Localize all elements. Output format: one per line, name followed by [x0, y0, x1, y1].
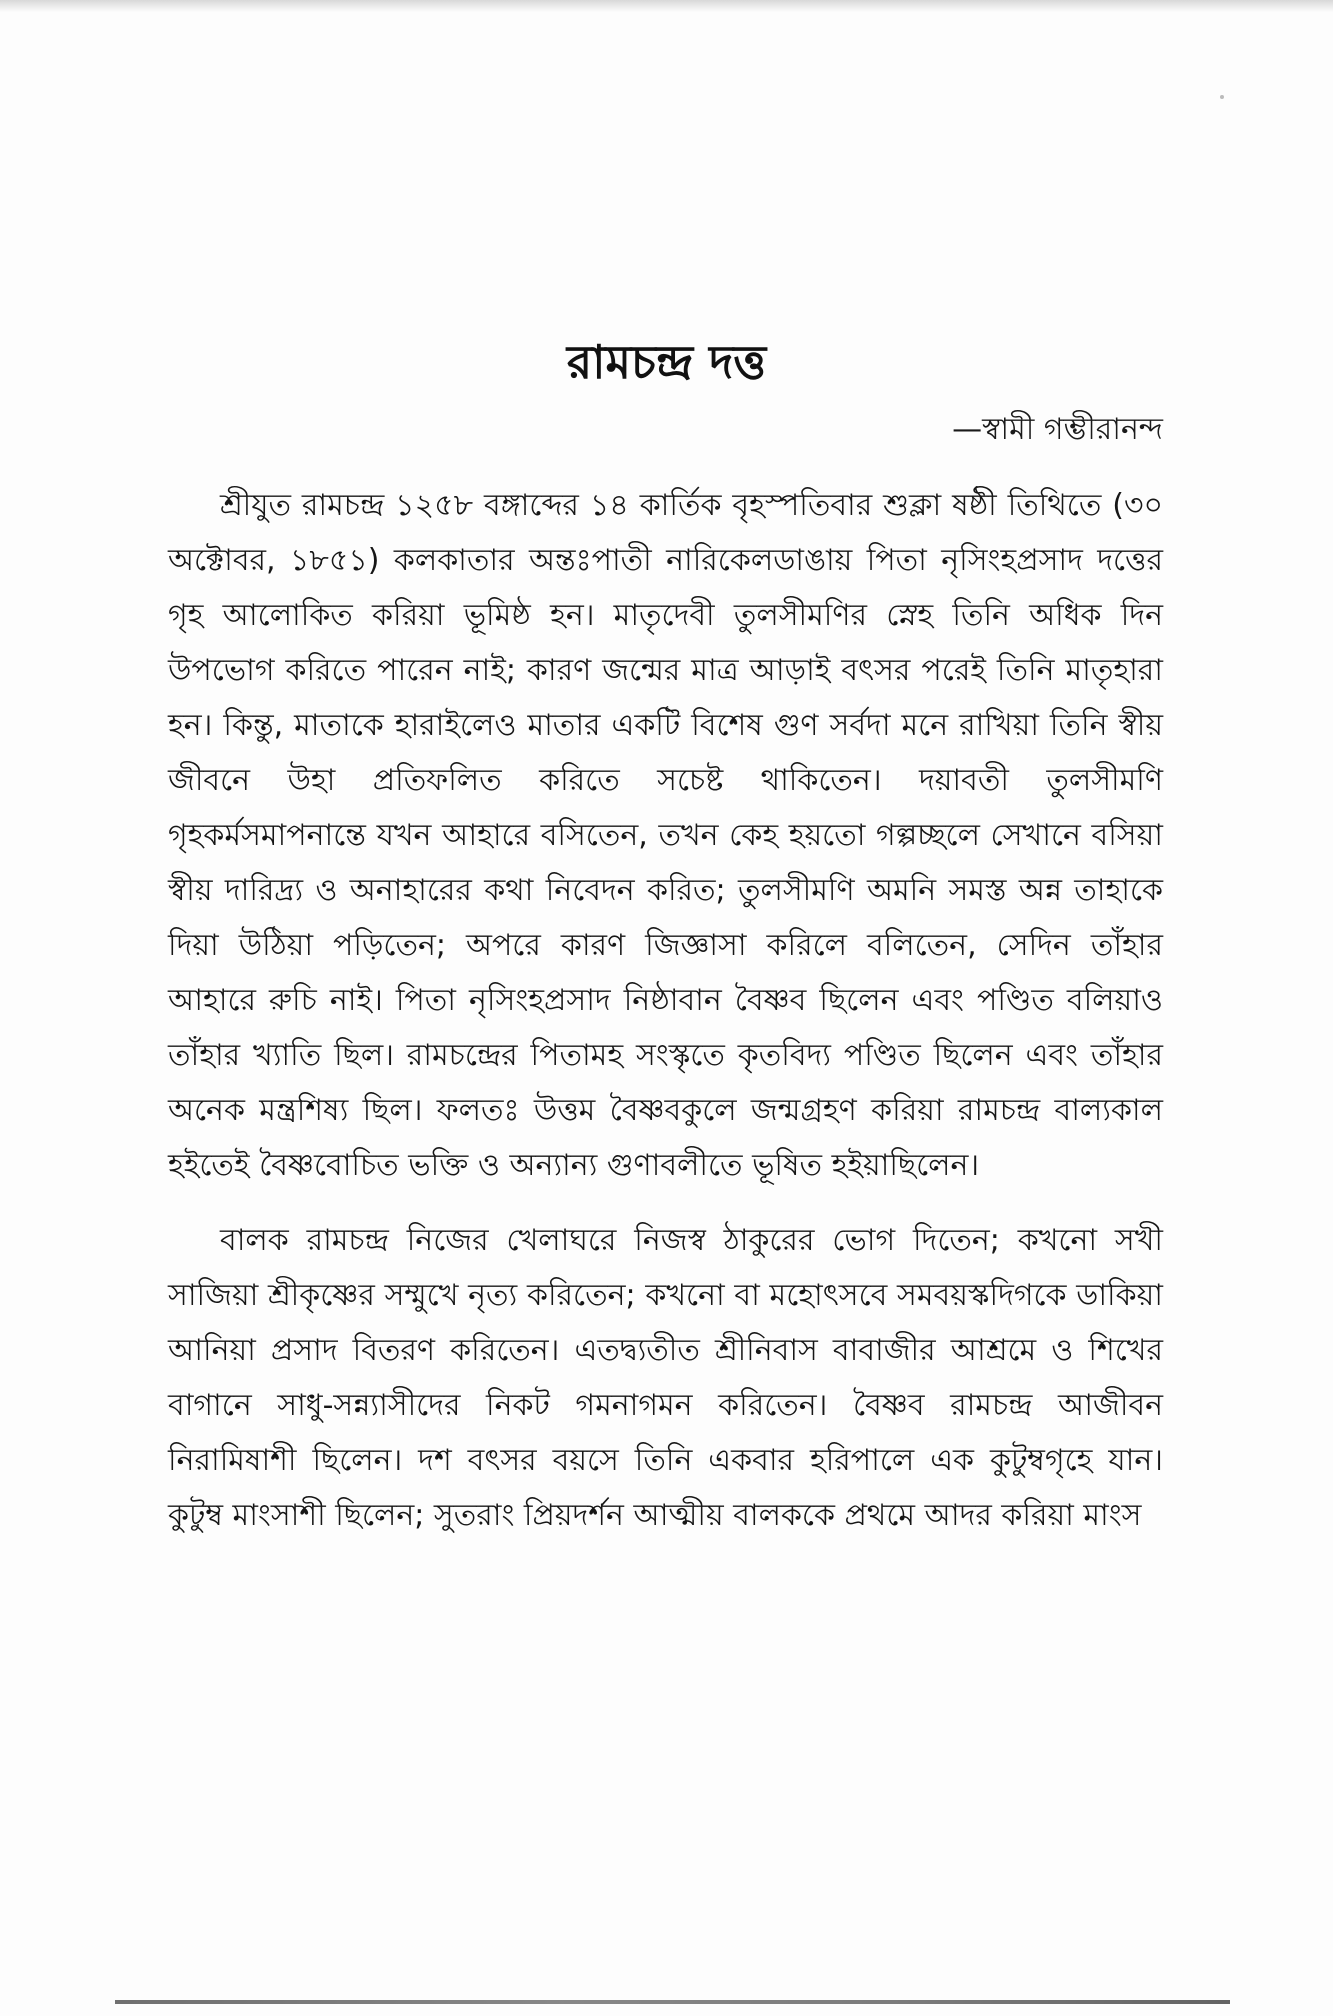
paragraph-2: বালক রামচন্দ্র নিজের খেলাঘরে নিজস্ব ঠাকুরের ভোগ দিতেন; কখনো সখী সাজিয়া শ্রীকৃষ্ণের সম্মুখে নৃত্য করিতেন; কখনো বা মহোৎসবে সমবয়স্কদিগকে ডাকিয়া আনিয়া প্রসাদ বিতরণ করিতেন। এতদ্ব্যতীত শ্রীনিবাস বাবাজীর আশ্রমে ও শিখের বাগানে সাধু-সন্ন্যাসীদের নিকট গমনাগমন করিতেন। বৈষ্ণব রামচন্দ্র আজীবন নিরামিষাশী ছিলেন। দশ বৎসর বয়সে তিনি একবার হরিপালে এক কুটুম্বগৃহে যান। কুটুম্ব মাংসাশী ছিলেন; সুতরাং প্রিয়দর্শন আত্মীয় বালককে প্রথমে আদর করিয়া মাংস: [168, 1223, 1163, 1533]
paragraph-1: শ্রীযুত রামচন্দ্র ১২৫৮ বঙ্গাব্দের ১৪ কার্তিক বৃহস্পতিবার শুক্লা ষষ্ঠী তিথিতে (৩০ অক্টোবর, ১৮৫১) কলকাতার অন্তঃপাতী নারিকেলডাঙায় পিতা নৃসিংহপ্রসাদ দত্তের গৃহ আলোকিত করিয়া ভূমিষ্ঠ হন। মাতৃদেবী তুলসীমণির স্নেহ তিনি অধিক দিন উপভোগ করিতে পারেন নাই; কারণ জন্মের মাত্র আড়াই বৎসর পরেই তিনি মাতৃহারা হন। কিন্তু, মাতাকে হারাইলেও মাতার একটি বিশেষ গুণ সর্বদা মনে রাখিয়া তিনি স্বীয় জীবনে উহা প্রতিফলিত করিতে সচেষ্ট থাকিতেন। দয়াবতী তুলসীমণি গৃহকর্মসমাপনান্তে যখন আহারে বসিতেন, তখন কেহ হয়তো গল্পচ্ছলে সেখানে বসিয়া স্বীয় দারিদ্র্য ও অনাহারের কথা নিবেদন করিত; তুলসীমণি অমনি সমস্ত অন্ন তাহাকে দিয়া উঠিয়া পড়িতেন; অপরে কারণ জিজ্ঞাসা করিলে বলিতেন, সেদিন তাঁহার আহারে রুচি নাই। পিতা নৃসিংহপ্রসাদ নিষ্ঠাবান বৈষ্ণব ছিলেন এবং পণ্ডিত বলিয়াও তাঁহার খ্যাতি ছিল। রামচন্দ্রের পিতামহ সংস্কৃতে কৃতবিদ্য পণ্ডিত ছিলেন এবং তাঁহার অনেক মন্ত্রশিষ্য ছিল। ফলতঃ উত্তম বৈষ্ণবকুলে জন্মগ্রহণ করিয়া রামচন্দ্র বাল্যকাল হইতেই বৈষ্ণবোচিত ভক্তি ও অন্যান্য গুণাবলীতে ভূষিত হইয়াছিলেন।: [168, 488, 1163, 1183]
page-bottom-edge: [115, 2000, 1230, 2004]
page-top-shadow: [0, 0, 1333, 12]
paper-speck: [1220, 95, 1224, 99]
chapter-title: রামচন্দ্র দত্ত: [566, 335, 767, 389]
author-line: —স্বামী গম্ভীরানন্দ: [952, 412, 1163, 447]
body-text: [168, 478, 1163, 1563]
